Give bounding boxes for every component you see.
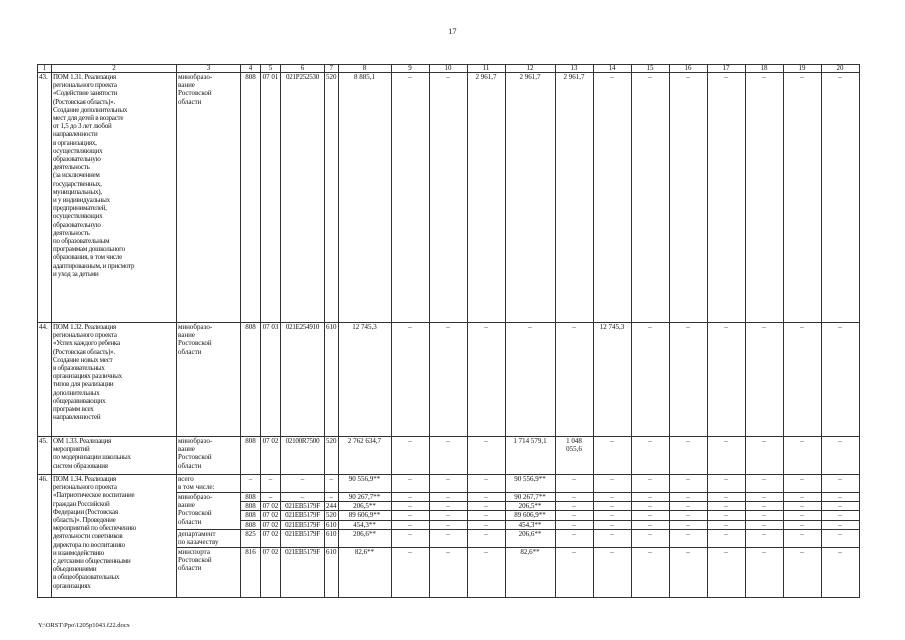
cell: – xyxy=(631,323,669,437)
cell: – xyxy=(783,437,821,475)
cell: 206,5** xyxy=(338,502,391,511)
cell: 454,3** xyxy=(338,520,391,529)
cell: – xyxy=(593,475,631,493)
cell: – xyxy=(241,475,261,493)
cell: – xyxy=(593,73,631,323)
cell: – xyxy=(391,323,429,437)
executor: минобразо- вание Ростовской области xyxy=(177,493,241,530)
cell: 12 745,3 xyxy=(593,323,631,437)
cell: – xyxy=(429,493,467,502)
cell: – xyxy=(745,502,783,511)
col-header: 12 xyxy=(505,65,555,73)
cell: – xyxy=(429,323,467,437)
cell: – xyxy=(669,520,707,529)
cell: – xyxy=(555,475,593,493)
cell: – xyxy=(669,511,707,520)
budget-table xyxy=(37,64,860,598)
cell: 610 xyxy=(325,529,339,547)
cell: – xyxy=(429,529,467,547)
cell: 02100R7500 xyxy=(281,437,325,475)
col-header: 13 xyxy=(555,65,593,73)
cell: 808 xyxy=(241,493,261,502)
executor: минспорта Ростовской области xyxy=(177,547,241,597)
cell: 206,6** xyxy=(338,529,391,547)
cell: – xyxy=(707,547,745,597)
cell: – xyxy=(783,511,821,520)
cell: 808 xyxy=(241,323,261,437)
cell: – xyxy=(745,547,783,597)
cell: – xyxy=(631,437,669,475)
cell: – xyxy=(707,323,745,437)
cell: – xyxy=(429,547,467,597)
cell: 1 048 055,6 xyxy=(555,437,593,475)
cell: 8 885,1 xyxy=(338,73,391,323)
cell: 07 02 xyxy=(261,502,281,511)
cell: – xyxy=(707,437,745,475)
table-row xyxy=(38,437,860,475)
executor: всего в том числе: xyxy=(177,475,241,493)
cell: – xyxy=(631,511,669,520)
cell: 454,3** xyxy=(505,520,555,529)
cell: 07 02 xyxy=(261,529,281,547)
cell: – xyxy=(467,502,505,511)
cell: 808 xyxy=(241,502,261,511)
cell: – xyxy=(593,502,631,511)
cell: – xyxy=(429,437,467,475)
cell: – xyxy=(707,529,745,547)
cell: – xyxy=(745,475,783,493)
cell: 2 961,7 xyxy=(505,73,555,323)
cell: – xyxy=(391,493,429,502)
cell: – xyxy=(555,502,593,511)
cell: – xyxy=(745,73,783,323)
col-header: 20 xyxy=(821,65,859,73)
cell: 07 03 xyxy=(261,323,281,437)
cell: – xyxy=(261,493,281,502)
measure-name: ПОМ 1.34. Реализация регионального проекта «Патриотическое воспитание граждан Российской Федерации (Ростовская область)». Проведение мероприятий по обеспечению деятельности советников директора по воспитанию и взаимодействию с детскими общественными объединениями в общеобразовательных организациях xyxy=(52,475,177,598)
cell: – xyxy=(821,475,859,493)
page-number: 17 xyxy=(448,27,457,36)
cell: 816 xyxy=(241,547,261,597)
cell: – xyxy=(391,529,429,547)
cell: 021EB5179F xyxy=(281,547,325,597)
cell: 90 556,9** xyxy=(505,475,555,493)
cell: – xyxy=(745,511,783,520)
cell: – xyxy=(821,437,859,475)
col-header: 18 xyxy=(745,65,783,73)
cell: – xyxy=(467,547,505,597)
cell: – xyxy=(783,323,821,437)
cell: – xyxy=(391,475,429,493)
measure-name: ОМ 1.33. Реализация мероприятий по модернизации школьных систем образования xyxy=(52,437,177,475)
cell: – xyxy=(555,529,593,547)
cell: – xyxy=(821,493,859,502)
cell: 07 02 xyxy=(261,511,281,520)
cell: – xyxy=(821,547,859,597)
col-header: 16 xyxy=(669,65,707,73)
cell: – xyxy=(783,547,821,597)
cell: – xyxy=(669,73,707,323)
cell: – xyxy=(707,520,745,529)
cell: – xyxy=(555,520,593,529)
cell: 021EB5179F xyxy=(281,520,325,529)
cell: 82,6** xyxy=(505,547,555,597)
cell: – xyxy=(707,73,745,323)
cell: 2 762 634,7 xyxy=(338,437,391,475)
col-header: 3 xyxy=(177,65,241,73)
cell: – xyxy=(707,502,745,511)
cell: – xyxy=(467,475,505,493)
cell: 206,5** xyxy=(505,502,555,511)
row-number: 46. xyxy=(38,475,52,598)
cell: – xyxy=(555,323,593,437)
cell: 2 961,7 xyxy=(555,73,593,323)
cell: 808 xyxy=(241,437,261,475)
cell: – xyxy=(745,493,783,502)
cell: – xyxy=(281,493,325,502)
executor: минобразо- вание Ростовской области xyxy=(177,323,241,437)
cell: – xyxy=(325,493,339,502)
cell: 07 02 xyxy=(261,547,281,597)
cell: 07 01 xyxy=(261,73,281,323)
col-header: 15 xyxy=(631,65,669,73)
cell: – xyxy=(745,529,783,547)
cell: 07 02 xyxy=(261,437,281,475)
cell: – xyxy=(783,73,821,323)
cell: – xyxy=(707,475,745,493)
cell: – xyxy=(505,323,555,437)
column-number-row xyxy=(38,65,860,73)
cell: – xyxy=(593,547,631,597)
cell: – xyxy=(631,520,669,529)
col-header: 1 xyxy=(38,65,52,73)
cell: – xyxy=(429,475,467,493)
table-row xyxy=(38,475,860,493)
cell: – xyxy=(669,323,707,437)
cell: – xyxy=(745,323,783,437)
cell: 07 02 xyxy=(261,520,281,529)
cell: – xyxy=(593,520,631,529)
cell: – xyxy=(821,520,859,529)
cell: 520 xyxy=(326,511,337,520)
cell: 610 xyxy=(325,547,339,597)
cell: – xyxy=(555,511,593,520)
cell: – xyxy=(821,73,859,323)
cell: – xyxy=(783,475,821,493)
cell: – xyxy=(555,493,593,502)
col-header: 7 xyxy=(325,65,339,73)
cell: – xyxy=(669,502,707,511)
cell: 206,6** xyxy=(505,529,555,547)
cell: – xyxy=(631,73,669,323)
cell: – xyxy=(669,547,707,597)
cell: 12 745,3 xyxy=(338,323,391,437)
cell: – xyxy=(821,502,859,511)
cell: – xyxy=(467,323,505,437)
cell: – xyxy=(429,502,467,511)
cell: – xyxy=(631,547,669,597)
cell: 90 267,7** xyxy=(505,493,555,502)
cell: – xyxy=(631,529,669,547)
cell: – xyxy=(593,529,631,547)
cell: 89 606,9** xyxy=(505,511,555,520)
cell: 82,6** xyxy=(338,547,391,597)
cell: – xyxy=(669,529,707,547)
cell: – xyxy=(783,529,821,547)
cell: – xyxy=(429,73,467,323)
col-header: 4 xyxy=(241,65,261,73)
row-number: 44. xyxy=(38,323,52,437)
cell: – xyxy=(429,520,467,529)
cell: – xyxy=(467,520,505,529)
cell: – xyxy=(391,547,429,597)
cell: – xyxy=(593,437,631,475)
cell: 244 xyxy=(326,502,337,511)
cell: – xyxy=(707,511,745,520)
cell: – xyxy=(783,493,821,502)
col-header: 2 xyxy=(52,65,177,73)
file-path-footer: Y:\ORST\Ppo\1205p1043.f22.docx xyxy=(38,622,130,629)
cell: 825 xyxy=(241,529,261,547)
cell: – xyxy=(391,511,429,520)
cell: – xyxy=(467,511,505,520)
col-header: 19 xyxy=(783,65,821,73)
cell: – xyxy=(391,73,429,323)
cell: 610 xyxy=(326,520,337,529)
col-header: 11 xyxy=(467,65,505,73)
cell: 808 xyxy=(241,520,261,529)
cell: – xyxy=(669,493,707,502)
cell: – xyxy=(325,475,339,493)
cell: – xyxy=(745,437,783,475)
col-header: 14 xyxy=(593,65,631,73)
col-header: 10 xyxy=(429,65,467,73)
cell: – xyxy=(281,475,325,493)
col-header: 8 xyxy=(338,65,391,73)
cell: 021P252530 xyxy=(281,73,325,323)
cell: 89 606,9** xyxy=(338,511,391,520)
cell: 808 xyxy=(241,73,261,323)
cell: – xyxy=(391,502,429,511)
cell: – xyxy=(467,529,505,547)
cell: – xyxy=(821,529,859,547)
cell: – xyxy=(391,520,429,529)
cell: – xyxy=(669,475,707,493)
col-header: 17 xyxy=(707,65,745,73)
cell: – xyxy=(429,511,467,520)
cell: 90 556,9** xyxy=(338,475,391,493)
cell: – xyxy=(821,323,859,437)
cell: 021EB5179F xyxy=(281,502,325,511)
measure-name: ПОМ 1.31. Реализация регионального проекта «Содействие занятости (Ростовская область)». Создание дополнительных мест для детей в возрасте от 1,5 до 3 лет любой направленности в организациях, осуществляющих образовательную деятельность (за исключением государственных, муниципальных), и у индивидуальных предпринимателей, осуществляющих образовательную деятельность по образовательным программам дошкольного образования, в том числе адаптированным, и присмотр и уход за детьми xyxy=(52,73,177,323)
cell: – xyxy=(745,520,783,529)
measure-name: ПОМ 1.32. Реализация регионального проекта «Успех каждого ребенка (Ростовская область)». Создание новых мест в образовательных организациях различных типов для реализации дополнительных общеразвивающих программ всех направленностей xyxy=(52,323,177,437)
cell: 1 714 579,1 xyxy=(505,437,555,475)
executor: минобразо- вание Ростовской области xyxy=(177,73,241,323)
cell: 2 961,7 xyxy=(467,73,505,323)
cell: – xyxy=(669,437,707,475)
cell: 520 xyxy=(325,437,339,475)
executor: департамент по казачеству xyxy=(177,529,241,547)
cell: – xyxy=(783,520,821,529)
cell: – xyxy=(467,437,505,475)
cell: 520 xyxy=(325,73,339,323)
cell: 610 xyxy=(325,323,339,437)
cell: 021EB5179F xyxy=(281,529,325,547)
cell: – xyxy=(467,493,505,502)
cell: – xyxy=(821,511,859,520)
cell: – xyxy=(707,493,745,502)
table-row xyxy=(38,323,860,437)
cell: – xyxy=(555,547,593,597)
cell: – xyxy=(261,475,281,493)
cell: – xyxy=(631,502,669,511)
col-header: 5 xyxy=(261,65,281,73)
row-number: 45. xyxy=(38,437,52,475)
cell: 808 xyxy=(241,511,261,520)
cell: – xyxy=(631,475,669,493)
executor: минобразо- вание Ростовской области xyxy=(177,437,241,475)
col-header: 6 xyxy=(281,65,325,73)
cell: – xyxy=(593,511,631,520)
cell: – xyxy=(593,493,631,502)
cell: 021EB5179F xyxy=(281,511,325,520)
table-row xyxy=(38,73,860,323)
cell: 90 267,7** xyxy=(338,493,391,502)
cell: – xyxy=(631,493,669,502)
cell: – xyxy=(783,502,821,511)
cell: – xyxy=(391,437,429,475)
col-header: 9 xyxy=(391,65,429,73)
row-number: 43. xyxy=(38,73,52,323)
cell: 021E254910 xyxy=(281,323,325,437)
